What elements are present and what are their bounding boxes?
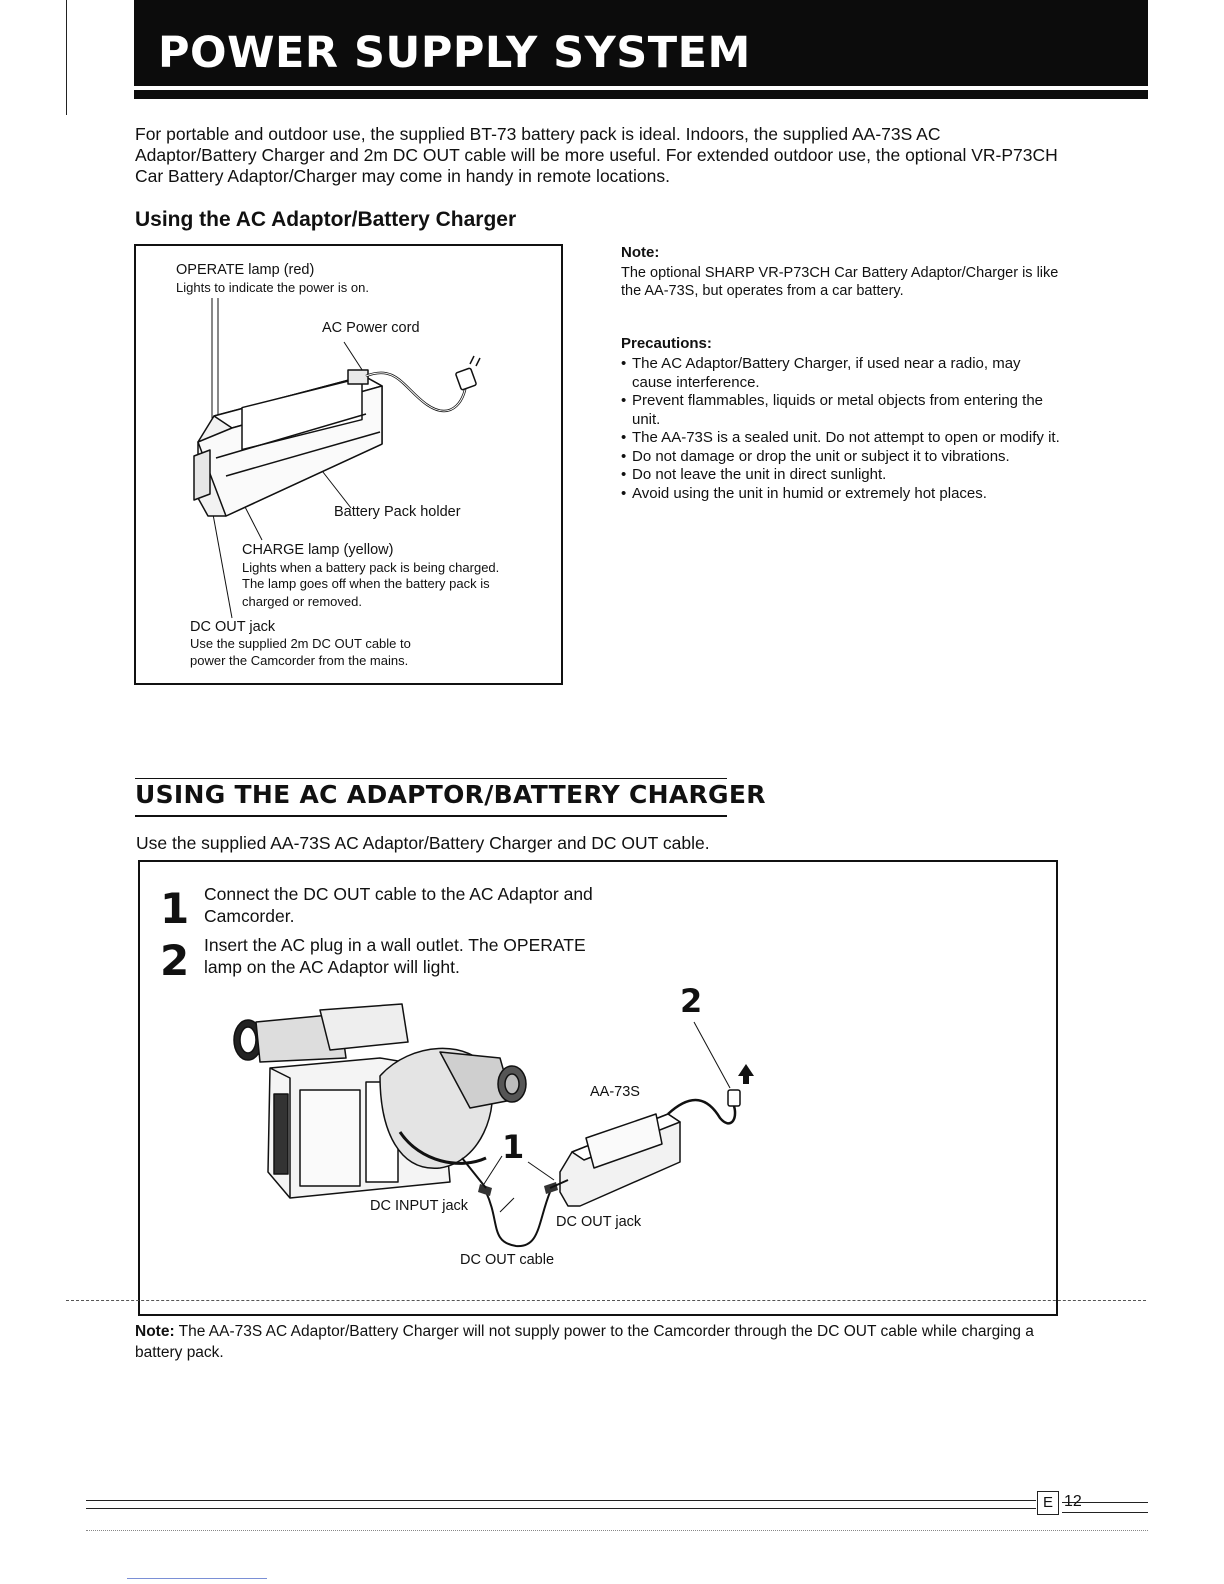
operate-lamp-desc: Lights to indicate the power is on. — [176, 280, 369, 295]
note-label: Note: — [135, 1323, 175, 1340]
header-rule — [134, 90, 1148, 99]
list-item: • Avoid using the unit in humid or extremely hot places. — [621, 485, 1061, 504]
charger-illustration — [136, 246, 561, 683]
section-heading-using: USING THE AC ADAPTOR/BATTERY CHARGER — [135, 780, 766, 809]
margin-line — [66, 0, 67, 115]
page-number: 12 — [1064, 1493, 1082, 1510]
list-item: • Do not damage or drop the unit or subject it to vibrations. — [621, 448, 1061, 467]
precautions-heading: Precautions: — [621, 335, 712, 352]
ac-power-cord-label: AC Power cord — [322, 320, 420, 336]
list-item: • Do not leave the unit in direct sunlight. — [621, 466, 1061, 485]
page-title: POWER SUPPLY SYSTEM — [158, 28, 751, 78]
charge-lamp-desc-2: The lamp goes off when the battery pack is — [242, 576, 490, 591]
dc-out-cable-label: DC OUT cable — [460, 1252, 555, 1268]
footer-rule — [86, 1500, 1036, 1501]
list-item: • The AC Adaptor/Battery Charger, if used near a radio, may cause interference. — [621, 355, 1061, 392]
list-item: • Prevent flammables, liquids or metal objects from entering the unit. — [621, 392, 1061, 429]
step-number: 1 — [160, 884, 190, 933]
bottom-note — [135, 1321, 1075, 1363]
separator-line — [66, 1300, 1146, 1301]
callout-1: 1 — [502, 1128, 525, 1166]
dc-input-jack-label: DC INPUT jack — [370, 1198, 469, 1214]
section2-intro: Use the supplied AA-73S AC Adaptor/Battery Charger and DC OUT cable. — [136, 833, 710, 853]
charge-lamp-label: CHARGE lamp (yellow) — [242, 542, 394, 558]
footer-rule — [86, 1508, 1036, 1509]
footer-dotted-rule — [86, 1530, 1148, 1531]
intro-paragraph: For portable and outdoor use, the supplied BT-73 battery pack is ideal. Indoors, the supplied AA-73S AC Adaptor/Battery Charger and 2m DC OUT cable will be more useful. For extended outdoor use, the optional VR-P73CH Car Battery Adaptor/Charger may come in handy in remote locations. — [135, 124, 1058, 186]
callout-2: 2 — [680, 982, 703, 1020]
list-item: • The AA-73S is a sealed unit. Do not attempt to open or modify it. — [621, 429, 1061, 448]
note-text-2: The AA-73S AC Adaptor/Battery Charger will not supply power to the Camcorder through the DC OUT cable while charging a battery pack. — [135, 1323, 1034, 1361]
footer-rule — [1062, 1512, 1148, 1513]
step-text: Connect the DC OUT cable to the AC Adaptor and Camcorder. — [204, 884, 593, 926]
dc-out-jack-label-2: DC OUT jack — [556, 1214, 642, 1230]
precautions-list — [621, 355, 1061, 503]
step-text: Insert the AC plug in a wall outlet. The OPERATE lamp on the AC Adaptor will light. — [204, 935, 586, 977]
dc-out-jack-label: DC OUT jack — [190, 619, 276, 635]
note-heading: Note: — [621, 244, 660, 261]
note-text: The optional SHARP VR-P73CH Car Battery Adaptor/Charger is like the AA-73S, but operates from a car battery. — [621, 265, 1059, 299]
charge-lamp-desc-1: Lights when a battery pack is being charged. — [242, 560, 500, 575]
charge-lamp-desc-3: charged or removed. — [242, 594, 362, 609]
section2-topline — [135, 778, 727, 779]
dc-out-desc-2: power the Camcorder from the mains. — [190, 653, 409, 668]
charger-diagram-box — [134, 244, 563, 685]
note-column — [621, 244, 1061, 503]
bottom-decor-line — [127, 1578, 267, 1579]
step-number: 2 — [160, 936, 190, 985]
instructions-box — [138, 860, 1058, 1316]
aa73s-label: AA-73S — [590, 1084, 640, 1100]
operate-lamp-label: OPERATE lamp (red) — [176, 262, 315, 278]
section-heading-charger: Using the AC Adaptor/Battery Charger — [135, 208, 517, 231]
dc-out-desc-1: Use the supplied 2m DC OUT cable to — [190, 636, 411, 651]
page-letter: E — [1037, 1491, 1059, 1515]
battery-pack-holder-label: Battery Pack holder — [334, 504, 461, 520]
section2-underline — [135, 815, 727, 817]
